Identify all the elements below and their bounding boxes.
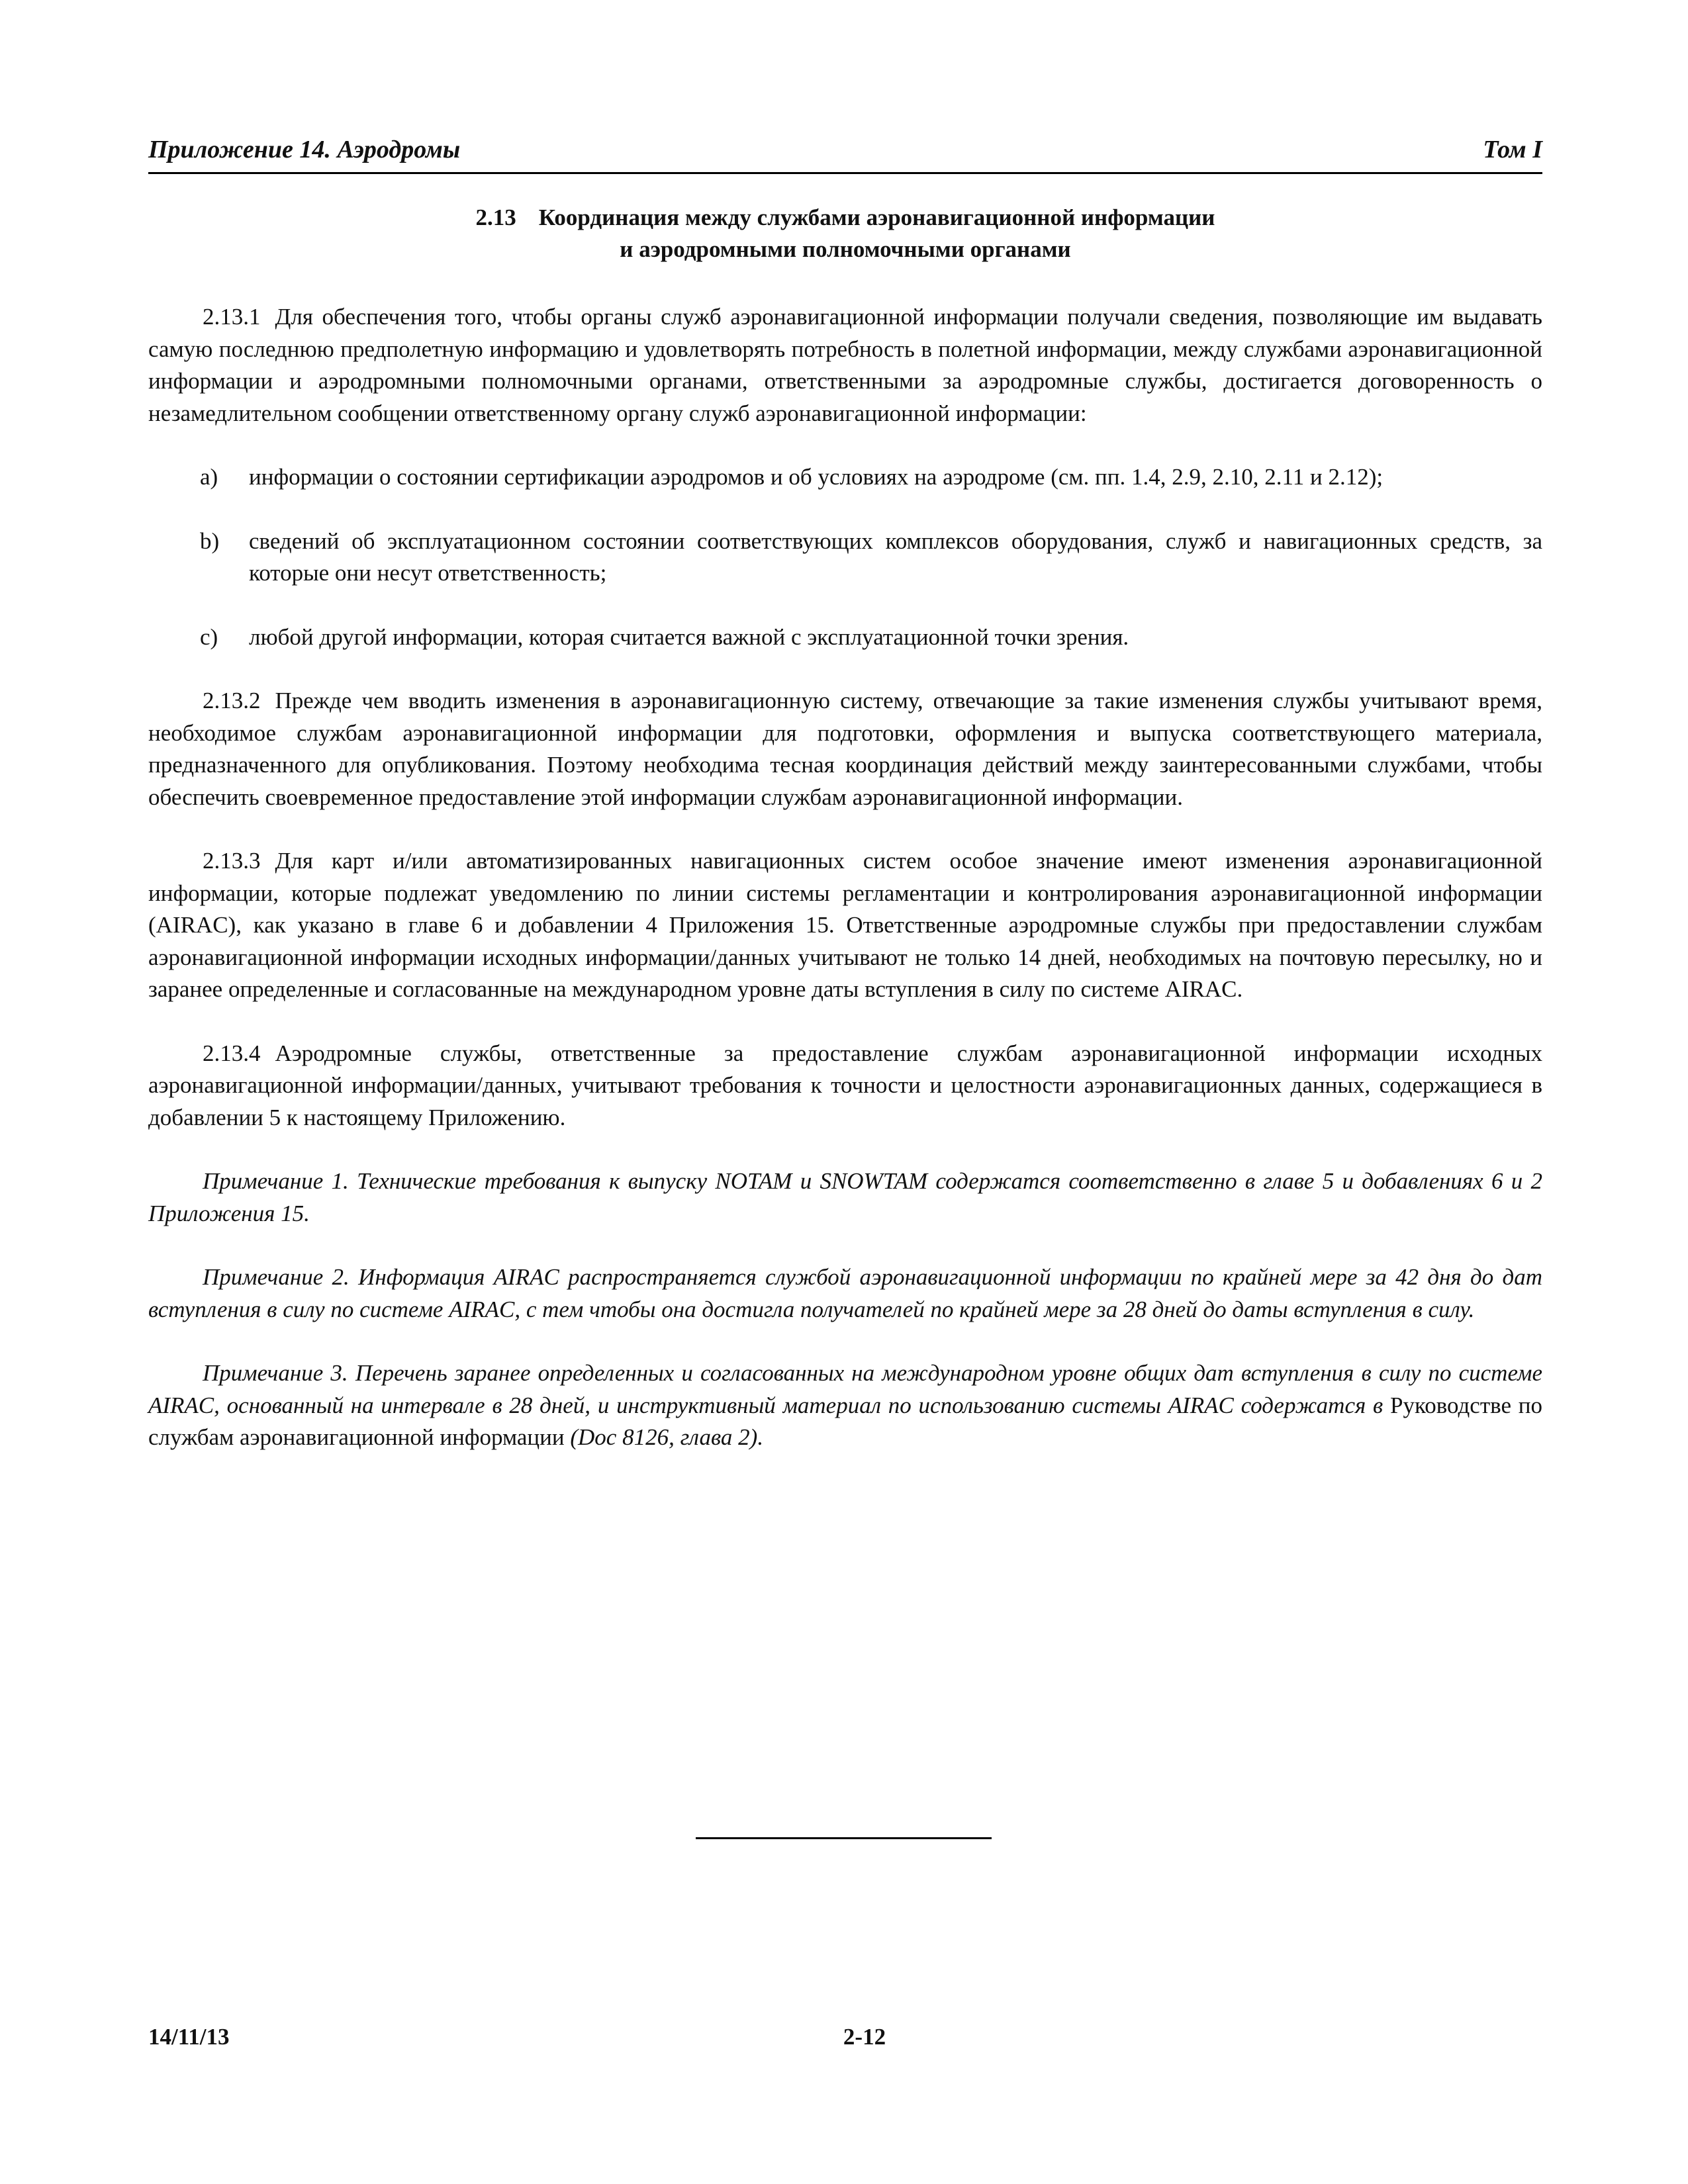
section-title-line-2: и аэродромными полномочными органами bbox=[620, 236, 1071, 262]
list-item-marker: b) bbox=[200, 527, 220, 554]
list-item-marker: a) bbox=[200, 464, 218, 490]
note-3-text: Примечание 3. Перечень заранее определенных и согласованных на международном уровне общих дат вступления в силу по системе AIRAC, основанный на интервале в 28 дней, и инструктивный материал по использованию системы AIRAC содержатся в bbox=[148, 1360, 1542, 1418]
list-item bbox=[148, 525, 1542, 590]
end-of-chapter-rule bbox=[696, 1837, 992, 1839]
list-item-text: информации о состоянии сертификации аэродромов и об условиях на аэродроме (см. пп. 1.4, 2.9, 2.10, 2.11 и 2.12); bbox=[249, 464, 1383, 490]
running-header bbox=[148, 132, 1542, 174]
list-item bbox=[148, 621, 1542, 654]
paragraph-text: Прежде чем вводить изменения в аэронавигационную систему, отвечающие за такие изменения службы учитывают время, необходимое службам аэронавигационной информации для подготовки, оформления и выпуска соответствующего материала, предназначенного для опубликования. Поэтому необходима тесная координация действий между заинтересованными службами, чтобы обеспечить своевременное предоставление этой информации службам аэронавигационной информации. bbox=[148, 688, 1542, 810]
paragraph-text: Для карт и/или автоматизированных навигационных систем особое значение имеют изменения аэронавигационной информации, которые подлежат уведомлению по линии системы регламентации и контролирования аэронавигационной информации (AIRAC), как указано в главе 6 и добавлении 4 Приложения 15. Ответственные аэродромные службы при предоставлении службам аэронавигационной информации исходных информации/данных учитывают не только 14 дней, необходимых на почтовую пересылку, но и заранее определенные и согласованные на международном уровне даты вступления в силу по системе AIRAC. bbox=[148, 848, 1542, 1002]
section-title bbox=[148, 202, 1542, 265]
note-2: Примечание 2. Информация AIRAC распространяется службой аэронавигационной информации по крайней мере за 42 дня до дат вступления в силу по системе AIRAC, с тем чтобы она достигла получателей по крайней мере за 28 дней до даты вступления в силу. bbox=[148, 1264, 1542, 1322]
section-body bbox=[148, 301, 1542, 1486]
paragraph-2-13-1 bbox=[148, 301, 1542, 430]
enumerated-list bbox=[148, 461, 1542, 653]
list-item bbox=[148, 461, 1542, 494]
footer-page-number: 2-12 bbox=[843, 2024, 886, 2050]
paragraph-2-13-3 bbox=[148, 845, 1542, 1006]
footer-date: 14/11/13 bbox=[148, 2024, 230, 2050]
paragraph-number: 2.13.1 bbox=[203, 304, 261, 330]
list-item-marker: c) bbox=[200, 623, 218, 650]
list-item-text: сведений об эксплуатационном состоянии соответствующих комплексов оборудования, служб и навигационных средств, за которые они несут ответственность; bbox=[249, 527, 1542, 586]
header-volume: Том I bbox=[1483, 136, 1542, 163]
section-title-text-1: Координация между службами аэронавигационной информации bbox=[538, 205, 1215, 230]
note-1: Примечание 1. Технические требования к выпуску NOTAM и SNOWTAM содержатся соответственно в главе 5 и добавлениях 6 и 2 Приложения 15. bbox=[148, 1168, 1542, 1226]
note-3-citation: (Doc 8126, глава 2). bbox=[564, 1424, 764, 1450]
section-title-line-1 bbox=[148, 202, 1542, 234]
list-item-text: любой другой информации, которая считается важной с эксплуатационной точки зрения. bbox=[249, 623, 1129, 650]
paragraph-number: 2.13.2 bbox=[203, 688, 261, 713]
note-3-document-reference: Руководстве по службам аэронавигационной информации bbox=[148, 1392, 1542, 1450]
header-annex-title: Приложение 14. Аэродромы bbox=[148, 136, 461, 163]
section-number: 2.13 bbox=[475, 205, 516, 230]
paragraph-text: Для обеспечения того, чтобы органы служб аэронавигационной информации получали сведения, позволяющие им выдавать самую последнюю предполетную информацию и удовлетворять потребность в полетной информации, между службами аэронавигационной информации и аэродромными полномочными органами, ответственными за аэродромные службы, достигается договоренность о незамедлительном сообщении ответственному органу служб аэронавигационной информации: bbox=[148, 304, 1542, 426]
running-footer bbox=[148, 2024, 1542, 2057]
paragraph-2-13-2 bbox=[148, 685, 1542, 813]
paragraph-2-13-4 bbox=[148, 1038, 1542, 1134]
note-3 bbox=[148, 1357, 1542, 1454]
paragraph-text: Аэродромные службы, ответственные за предоставление службам аэронавигационной информации исходных аэронавигационной информации/данных, учитывают требования к точности и целостности аэронавигационных данных, содержащиеся в добавлении 5 к настоящему Приложению. bbox=[148, 1040, 1542, 1130]
paragraph-number: 2.13.3 bbox=[203, 848, 261, 874]
paragraph-number: 2.13.4 bbox=[203, 1040, 261, 1066]
